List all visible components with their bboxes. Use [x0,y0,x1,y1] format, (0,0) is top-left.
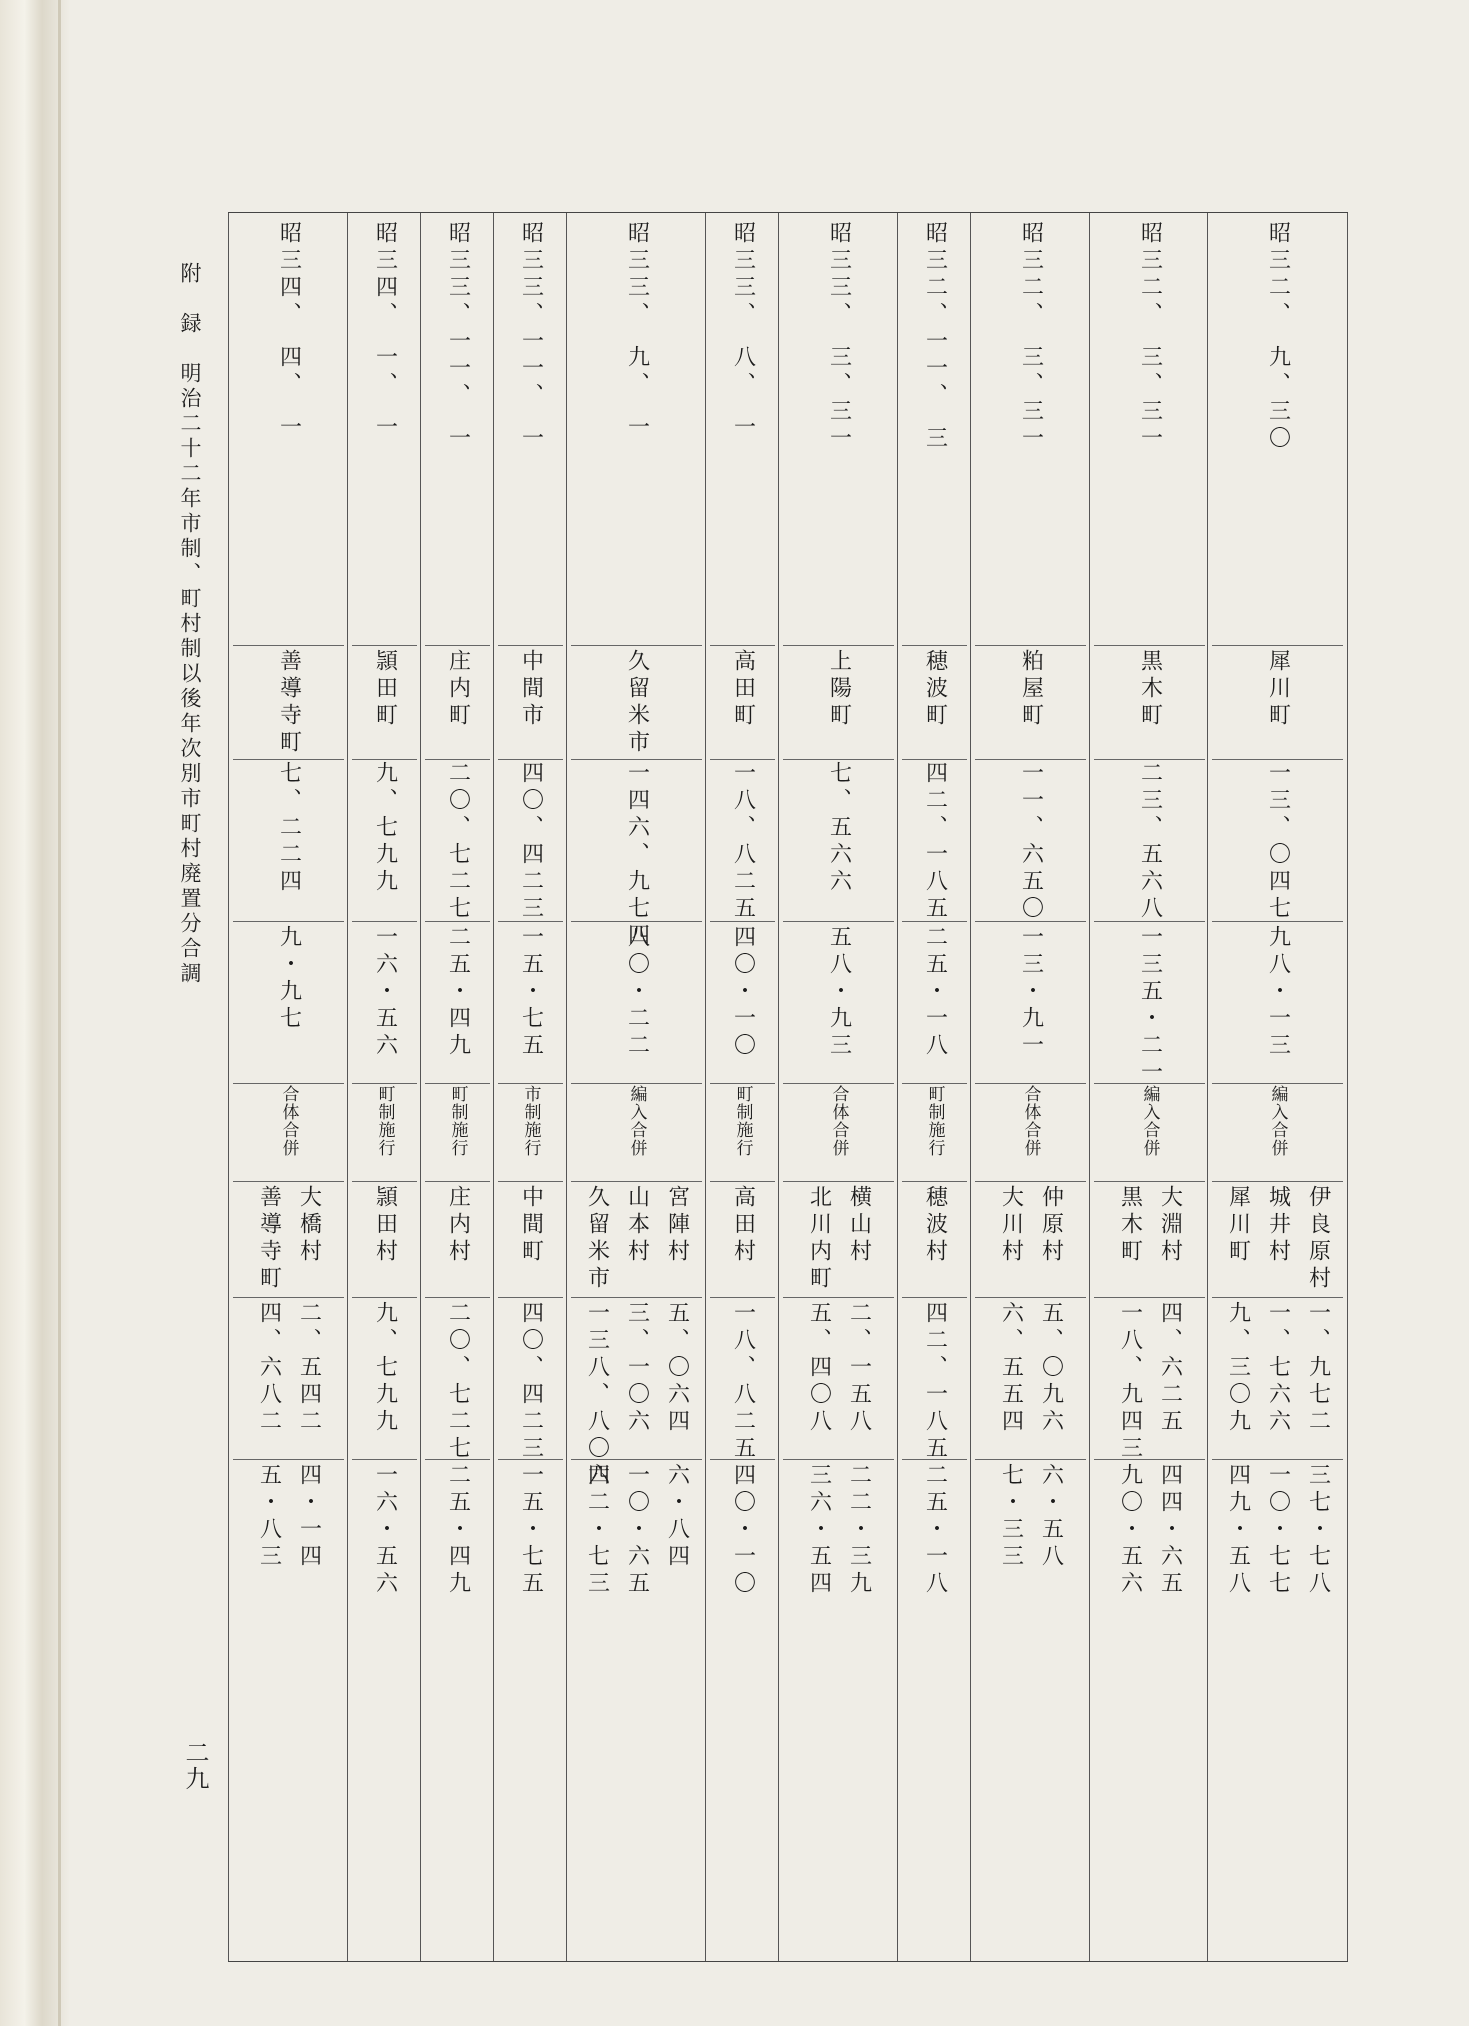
cell-divider [498,1083,563,1084]
former-area: 六二・七三 [584,1463,610,1598]
cell-divider [710,1181,775,1182]
population: 一一、六五〇 [1018,761,1044,923]
former-municipality-name: 大川村 [998,1185,1024,1266]
cell-divider [783,1459,894,1460]
population: 七、二二四 [276,761,302,896]
municipality-name: 頴田町 [372,649,398,730]
former-area-cell [229,1463,348,1609]
former-population: 一、七六六 [1265,1301,1291,1436]
former-municipality-name: 庄内村 [445,1185,471,1266]
former-population-cell [898,1301,971,1463]
effective-date-cell [1090,221,1209,645]
cell-divider [1212,1459,1343,1460]
population: 一三、〇四七 [1265,761,1291,923]
cell-divider [710,1297,775,1298]
former-area-cell [1208,1463,1347,1609]
cell-divider [1212,1181,1343,1182]
former-population: 一三八、八〇四 [584,1301,610,1490]
municipality-name-cell [494,649,567,757]
merger-type-cell [421,1085,494,1179]
cell-divider [425,921,490,922]
effective-date: 昭三四、 一、 一 [372,221,398,442]
area-km2: 五八・九三 [826,925,852,1060]
population: 九、七九九 [372,761,398,896]
table-column [420,213,494,1961]
merger-type-cell [779,1085,898,1179]
merger-type: 町制施行 [447,1085,468,1157]
former-municipality-name: 穂波村 [922,1185,948,1266]
cell-divider [1212,1083,1343,1084]
cell-divider [425,759,490,760]
effective-date: 昭三三、 九、 一 [624,221,650,442]
former-population-cell [348,1301,421,1457]
cell-divider [233,1181,344,1182]
former-municipality-name-cell [706,1185,779,1295]
area-km2: 九・九七 [276,925,302,1033]
population-cell [971,761,1090,923]
population-cell [567,761,706,950]
merger-type: 合体合併 [828,1085,849,1157]
municipality-name: 黒木町 [1137,649,1163,730]
area-km2: 一五・七五 [518,925,544,1060]
merger-type: 編入合併 [1139,1085,1160,1157]
population: 四二、一八五 [922,761,948,923]
former-area: 一〇・七七 [1265,1463,1291,1598]
effective-date: 昭三三、一一、 一 [518,221,544,453]
cell-divider [352,1083,417,1084]
former-population-cell [706,1301,779,1463]
cell-divider [498,1297,563,1298]
municipality-name-cell [706,649,779,757]
effective-date-cell [779,221,898,645]
cell-divider [571,1181,702,1182]
cell-divider [571,1083,702,1084]
cell-divider [233,759,344,760]
cell-divider [233,1297,344,1298]
merger-type-cell [494,1085,567,1179]
area-km2-cell [348,925,421,1081]
merger-type: 編入合併 [626,1085,647,1157]
table-column [347,213,421,1961]
municipality-name: 高田町 [730,649,756,730]
former-area-cell [421,1463,494,1609]
former-population: 二〇、七二七 [445,1301,471,1463]
former-area: 一五・七五 [518,1463,544,1598]
cell-divider [783,1297,894,1298]
merger-type-cell [1090,1085,1209,1179]
cell-divider [571,1459,702,1460]
former-municipality-name: 犀川町 [1225,1185,1251,1266]
cell-divider [710,645,775,646]
municipality-name-cell [1090,649,1209,757]
former-municipality-name-cell [421,1185,494,1295]
merger-type-cell [898,1085,971,1179]
former-municipality-name-cell [971,1185,1090,1295]
former-municipality-name: 久留米市 [584,1185,610,1293]
merger-type: 合体合併 [1020,1085,1041,1157]
table-column [970,213,1090,1961]
cell-divider [1094,1297,1205,1298]
cell-divider [498,1459,563,1460]
population-cell [348,761,421,919]
municipality-name-cell [1208,649,1347,757]
former-area-cell [706,1463,779,1609]
cell-divider [1094,759,1205,760]
municipality-name-cell [779,649,898,757]
former-municipality-name: 城井村 [1265,1185,1291,1266]
cell-divider [975,759,1086,760]
former-area-cell [494,1463,567,1609]
cell-divider [425,1083,490,1084]
cell-divider [498,1181,563,1182]
former-area: 七・三三 [998,1463,1024,1571]
cell-divider [352,1181,417,1182]
former-municipality-name-cell [1090,1185,1209,1295]
cell-divider [710,1083,775,1084]
cell-divider [1212,921,1343,922]
former-municipality-name: 宮陣村 [664,1185,690,1266]
population: 一八、八二五 [730,761,756,923]
cell-divider [975,1297,1086,1298]
effective-date-cell [229,221,348,645]
cell-divider [233,1459,344,1460]
merger-type: 町制施行 [924,1085,945,1157]
former-municipality-name: 中間町 [518,1185,544,1266]
former-municipality-name: 黒木町 [1117,1185,1143,1266]
cell-divider [710,759,775,760]
former-area: 三六・五四 [806,1463,832,1598]
municipality-name-cell [229,649,348,757]
page-number: 二九 [181,1740,209,1792]
table-column [566,213,706,1961]
municipality-name-cell [971,649,1090,757]
cell-divider [710,921,775,922]
cell-divider [1094,1181,1205,1182]
former-area-cell [779,1463,898,1609]
former-population-cell [779,1301,898,1457]
cell-divider [425,1459,490,1460]
former-population: 九、七九九 [372,1301,398,1436]
table-column [1089,213,1209,1961]
municipality-name: 犀川町 [1265,649,1291,730]
former-municipality-name: 山本村 [624,1185,650,1266]
cell-divider [233,921,344,922]
municipality-name: 庄内町 [445,649,471,730]
former-area: 五・八三 [256,1463,282,1571]
population-cell [1208,761,1347,923]
effective-date-cell [421,221,494,645]
area-km2-cell [421,925,494,1081]
area-km2: 四〇・一〇 [730,925,756,1060]
merger-type-cell [567,1085,706,1179]
former-area: 四・一四 [296,1463,322,1571]
population-cell [421,761,494,923]
former-area-cell [898,1463,971,1609]
former-area: 六・八四 [664,1463,690,1571]
cell-divider [571,1297,702,1298]
cell-divider [1212,645,1343,646]
population-cell [1090,761,1209,923]
effective-date-cell [898,221,971,645]
former-area: 九〇・五六 [1117,1463,1143,1598]
effective-date-cell [494,221,567,645]
merger-type: 市制施行 [520,1085,541,1157]
cell-divider [902,1459,967,1460]
effective-date: 昭三二、一一、 三 [922,221,948,453]
page-header-caption: 附 録 明治二十二年市制、町村制以後年次別市町村廃置分合調 [178,262,202,987]
table-column [778,213,898,1961]
former-population-cell [1090,1301,1209,1463]
area-km2-cell [971,925,1090,1081]
merger-type: 編入合併 [1267,1085,1288,1157]
area-km2: 二五・一八 [922,925,948,1060]
former-municipality-name-cell [898,1185,971,1295]
cell-divider [498,645,563,646]
cell-divider [783,1083,894,1084]
cell-divider [783,645,894,646]
merger-type-cell [706,1085,779,1179]
former-population-cell [421,1301,494,1463]
former-population: 四二、一八五 [922,1301,948,1463]
cell-divider [352,921,417,922]
effective-date: 昭三三、 三、三一 [826,221,852,453]
former-municipality-name: 高田村 [730,1185,756,1266]
former-population: 六、五五四 [998,1301,1024,1436]
former-municipality-name: 仲原村 [1038,1185,1064,1266]
page-fold-line [58,0,61,2026]
cell-divider [1212,759,1343,760]
area-km2-cell [1090,925,1209,1087]
municipality-name-cell [348,649,421,757]
population: 四〇、四二三 [518,761,544,923]
former-area: 一六・五六 [372,1463,398,1598]
former-municipality-name: 善導寺町 [256,1185,282,1293]
former-area: 一〇・六五 [624,1463,650,1598]
cell-divider [975,645,1086,646]
population: 二三、五六八 [1137,761,1163,923]
cell-divider [425,1181,490,1182]
merger-type-cell [229,1085,348,1179]
cell-divider [1094,921,1205,922]
table-column [493,213,567,1961]
former-area-cell [567,1463,706,1609]
cell-divider [902,759,967,760]
cell-divider [902,1181,967,1182]
former-population-cell [1208,1301,1347,1457]
former-municipality-name-cell [567,1185,706,1295]
area-km2-cell [494,925,567,1081]
former-area: 三七・七八 [1305,1463,1331,1598]
population: 二〇、七二七 [445,761,471,923]
municipality-name: 上陽町 [826,649,852,730]
former-area: 四四・六五 [1157,1463,1183,1598]
table-column [1207,213,1348,1961]
former-population: 五、四〇八 [806,1301,832,1436]
municipality-name: 善導寺町 [276,649,302,757]
former-municipality-name-cell [779,1185,898,1295]
cell-divider [352,1297,417,1298]
cell-divider [425,1297,490,1298]
municipal-merger-table [228,212,1348,1962]
merger-type: 町制施行 [374,1085,395,1157]
cell-divider [783,1181,894,1182]
area-km2-cell [898,925,971,1081]
cell-divider [902,1297,967,1298]
merger-type: 町制施行 [732,1085,753,1157]
cell-divider [571,759,702,760]
former-municipality-name: 頴田村 [372,1185,398,1266]
former-population: 四、六八二 [256,1301,282,1436]
cell-divider [233,645,344,646]
area-km2: 一六・五六 [372,925,398,1060]
municipality-name: 久留米市 [624,649,650,757]
former-population: 四〇、四二三 [518,1301,544,1463]
population: 一四六、九七四 [624,761,650,950]
municipality-name: 中間市 [518,649,544,730]
area-km2-cell [229,925,348,1081]
cell-divider [498,921,563,922]
former-population-cell [229,1301,348,1457]
cell-divider [783,759,894,760]
former-area-cell [971,1463,1090,1609]
area-km2: 二五・四九 [445,925,471,1060]
area-km2-cell [779,925,898,1081]
cell-divider [352,759,417,760]
cell-divider [1094,1083,1205,1084]
effective-date-cell [567,221,706,645]
former-population-cell [494,1301,567,1463]
cell-divider [975,1459,1086,1460]
cell-divider [1212,1297,1343,1298]
population-cell [779,761,898,919]
former-area: 二五・一八 [922,1463,948,1598]
former-population: 一八、九四三 [1117,1301,1143,1463]
former-population: 五、〇九六 [1038,1301,1064,1436]
former-municipality-name: 伊良原村 [1305,1185,1331,1293]
merger-type-cell [348,1085,421,1179]
former-population: 一、九七二 [1305,1301,1331,1436]
population-cell [706,761,779,923]
cell-divider [1094,645,1205,646]
former-population-cell [567,1301,706,1490]
population-cell [494,761,567,923]
former-area: 四九・五八 [1225,1463,1251,1598]
population-cell [898,761,971,923]
former-municipality-name-cell [229,1185,348,1295]
former-population: 二、一五八 [846,1301,872,1436]
former-population: 九、三〇九 [1225,1301,1251,1436]
former-area-cell [1090,1463,1209,1609]
effective-date: 昭三二、 三、三一 [1018,221,1044,453]
municipality-name: 粕屋町 [1018,649,1044,730]
former-population: 一八、八二五 [730,1301,756,1463]
former-municipality-name: 北川内町 [806,1185,832,1293]
effective-date-cell [706,221,779,645]
population: 七、五六六 [826,761,852,896]
effective-date: 昭三三、一一、 一 [445,221,471,453]
former-municipality-name-cell [348,1185,421,1295]
effective-date-cell [971,221,1090,645]
former-area: 二二・三九 [846,1463,872,1598]
former-population: 二、五四二 [296,1301,322,1436]
population-cell [229,761,348,919]
cell-divider [902,645,967,646]
table-column [705,213,779,1961]
former-population: 五、〇六四 [664,1301,690,1436]
area-km2-cell [706,925,779,1081]
area-km2: 八〇・二二 [624,925,650,1060]
municipality-name-cell [567,649,706,757]
cell-divider [498,759,563,760]
cell-divider [352,645,417,646]
cell-divider [425,645,490,646]
area-km2: 一三・九一 [1018,925,1044,1060]
former-area: 六・五八 [1038,1463,1064,1571]
former-municipality-name: 横山村 [846,1185,872,1266]
municipality-name-cell [421,649,494,757]
effective-date: 昭三四、 四、 一 [276,221,302,442]
merger-type: 合体合併 [278,1085,299,1157]
cell-divider [710,1459,775,1460]
table-column [228,213,348,1961]
cell-divider [783,921,894,922]
cell-divider [571,645,702,646]
cell-divider [975,1083,1086,1084]
area-km2: 一三五・二一 [1137,925,1163,1087]
cell-divider [902,1083,967,1084]
former-population-cell [971,1301,1090,1457]
cell-divider [975,1181,1086,1182]
former-municipality-name: 大橋村 [296,1185,322,1266]
effective-date-cell [348,221,421,645]
cell-divider [233,1083,344,1084]
former-municipality-name-cell [1208,1185,1347,1295]
cell-divider [1094,1459,1205,1460]
effective-date: 昭三三、 八、 一 [730,221,756,442]
table-column [897,213,971,1961]
former-area-cell [348,1463,421,1609]
former-population: 四、六二五 [1157,1301,1183,1436]
merger-type-cell [971,1085,1090,1179]
former-population: 三、一〇六 [624,1301,650,1436]
effective-date-cell [1208,221,1347,645]
area-km2-cell [1208,925,1347,1081]
former-area: 四〇・一〇 [730,1463,756,1598]
former-municipality-name: 大淵村 [1157,1185,1183,1266]
area-km2-cell [567,925,706,1081]
municipality-name: 穂波町 [922,649,948,730]
effective-date: 昭三二、 九、三〇 [1265,221,1291,453]
merger-type-cell [1208,1085,1347,1179]
effective-date: 昭三二、 三、三一 [1137,221,1163,453]
cell-divider [975,921,1086,922]
municipality-name-cell [898,649,971,757]
cell-divider [352,1459,417,1460]
area-km2: 九八・一三 [1265,925,1291,1060]
former-municipality-name-cell [494,1185,567,1295]
cell-divider [902,921,967,922]
cell-divider [571,921,702,922]
former-area: 二五・四九 [445,1463,471,1598]
